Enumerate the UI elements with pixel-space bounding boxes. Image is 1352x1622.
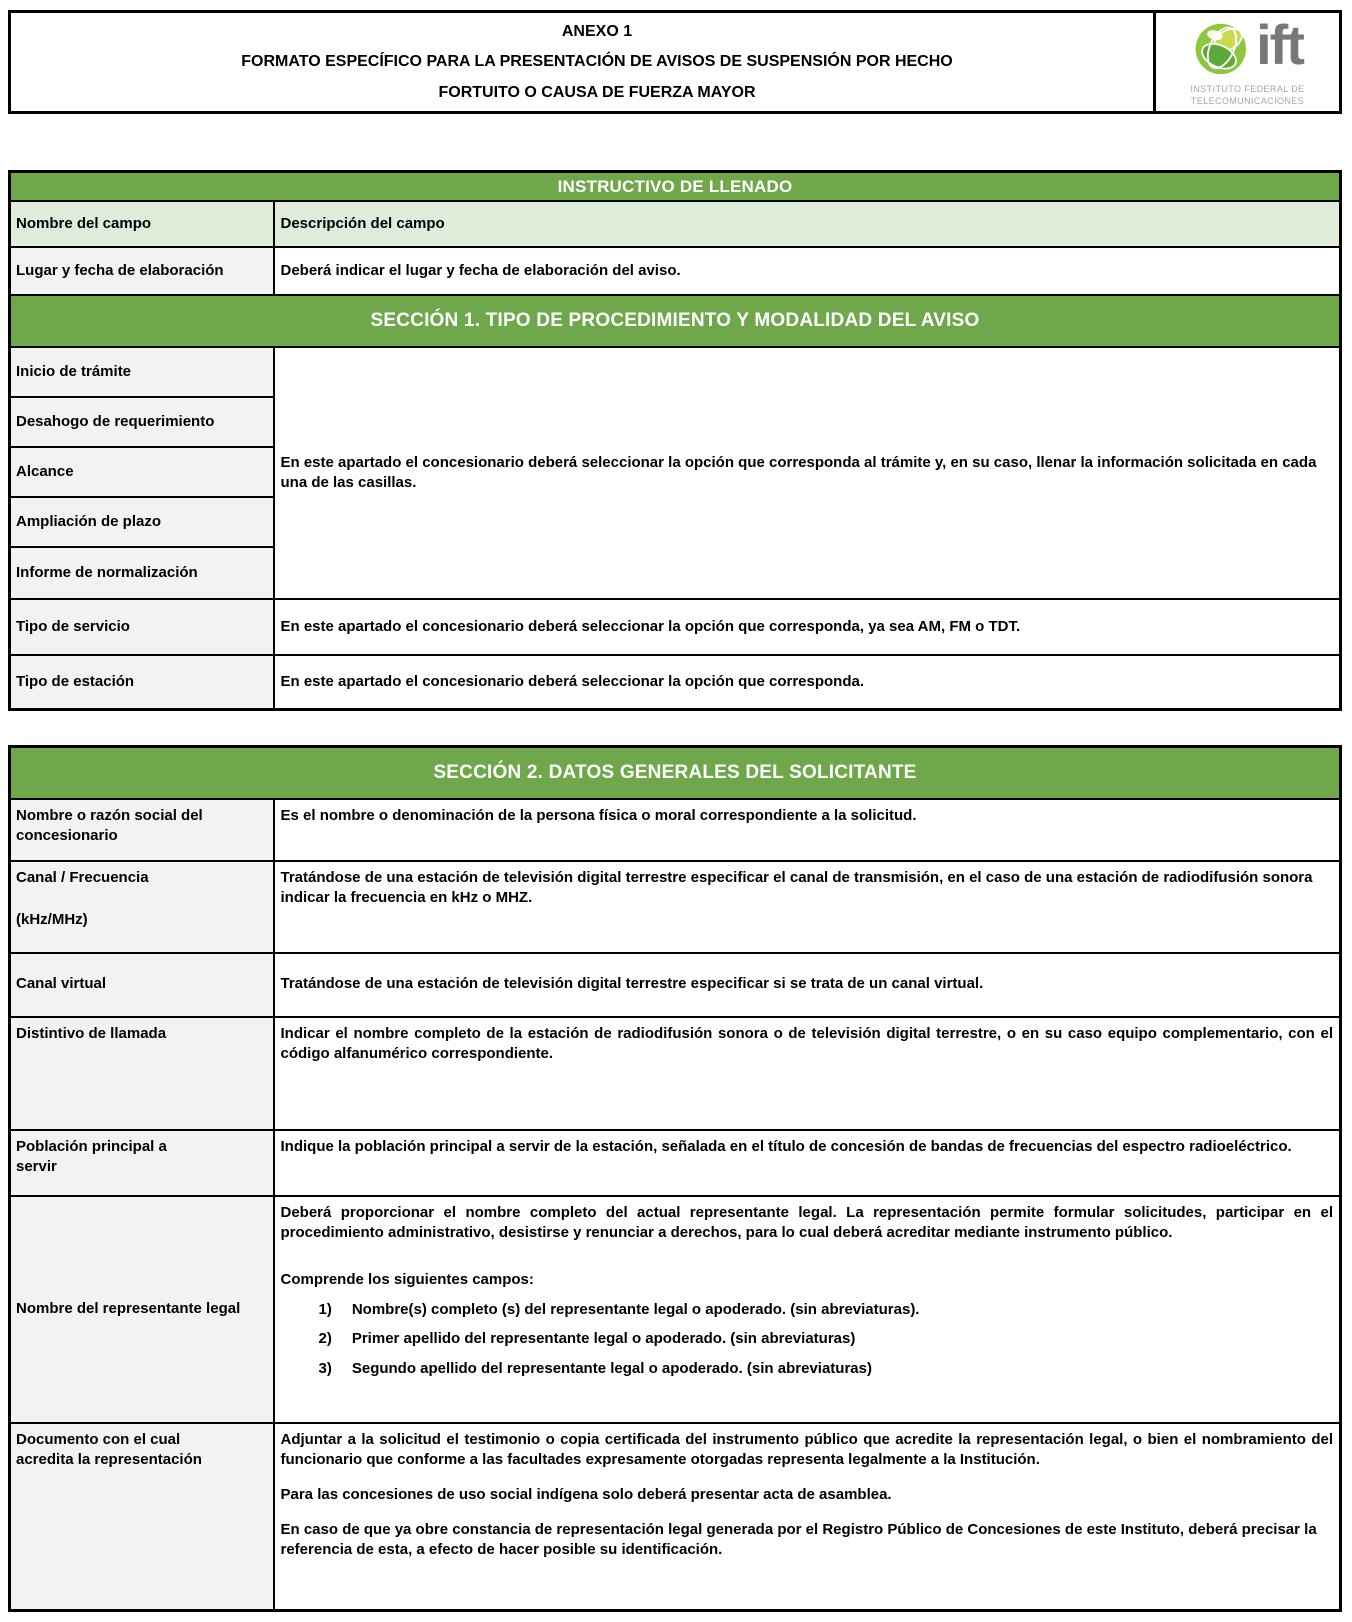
column-header-nombre: Nombre del campo: [10, 201, 274, 247]
item-text: Nombre(s) completo (s) del representante legal o apoderado. (sin abreviaturas).: [351, 1300, 920, 1318]
item-number: 1): [318, 1300, 332, 1318]
canal-frecuencia-line2: (kHz/MHz): [16, 911, 88, 929]
table1-title: INSTRUCTIVO DE LLENADO: [10, 172, 1341, 202]
field-label-nombre-razon: Nombre o razón social del concesionario: [10, 799, 274, 861]
seccion2-table: [8, 745, 1342, 1612]
canal-frecuencia-line1: Canal / Frecuencia: [16, 868, 149, 886]
documento-p2: Para las concesiones de uso social indígena solo deberá presentar acta de asamblea.: [280, 1485, 892, 1503]
representante-p2: Comprende los siguientes campos:: [280, 1270, 534, 1288]
header-line-formato: FORMATO ESPECÍFICO PARA LA PRESENTACIÓN DE AVISOS DE SUSPENSIÓN POR HECHO: [241, 53, 953, 71]
item-text: Primer apellido del representante legal o apoderado. (sin abreviaturas): [351, 1330, 856, 1348]
field-desc-poblacion: Indique la población principal a servir de la estación, señalada en el título de concesión de bandas de frecuencias del espectro radioeléctrico.: [274, 1130, 1341, 1196]
field-desc-tipo-estacion: En este apartado el concesionario deberá seleccionar la opción que corresponda.: [274, 655, 1341, 709]
field-label-representante: Nombre del representante legal: [10, 1196, 274, 1423]
poblacion-line2: servir: [16, 1158, 57, 1176]
field-desc-nombre-razon: Es el nombre o denominación de la persona física o moral correspondiente a la solicitud.: [274, 799, 1341, 861]
ift-logo-row: [1192, 12, 1303, 79]
field-label-canal-virtual: Canal virtual: [10, 953, 274, 1017]
field-label-lugar-fecha: Lugar y fecha de elaboración: [10, 247, 274, 295]
documento-p3: En caso de que ya obre constancia de representación legal generada por el Registro Público de Concesiones de este Instituto, deberá precisar la referencia de esta, a efecto de hacer posible su identificación.: [280, 1520, 1317, 1559]
field-label-tipo-estacion: Tipo de estación: [10, 655, 274, 709]
field-desc-lugar-fecha: Deberá indicar el lugar y fecha de elaboración del aviso.: [274, 247, 1341, 295]
header-line-anexo: ANEXO 1: [561, 22, 633, 40]
header-title-block: [11, 13, 1153, 111]
section1-merged-description: En este apartado el concesionario deberá seleccionar la opción que corresponda al trámite y, en su caso, llenar la información solicitada en cada una de las casillas.: [274, 347, 1341, 599]
field-label-documento: [10, 1423, 274, 1611]
field-desc-documento: [274, 1423, 1341, 1611]
field-label-informe: Informe de normalización: [10, 547, 274, 599]
representante-item-2: [319, 1329, 1334, 1350]
item-text: Segundo apellido del representante legal o apoderado. (sin abreviaturas): [351, 1359, 872, 1377]
field-label-poblacion: [10, 1130, 274, 1196]
column-header-descripcion: Descripción del campo: [274, 201, 1341, 247]
ift-logo-caption: [1190, 84, 1304, 107]
document-header: [8, 10, 1342, 114]
ift-caption-line1: INSTITUTO FEDERAL DE: [1190, 83, 1305, 94]
ift-logo-text: ift: [1256, 12, 1303, 76]
documento-p1: Adjuntar a la solicitud el testimonio o copia certificada del instrumento público que acredite la representación legal, o bien el nombramiento del funcionario que conforme a las facultades expresamente otorgadas representa legalmente a la Institución.: [280, 1430, 1333, 1469]
field-label-inicio-tramite: Inicio de trámite: [10, 347, 274, 397]
field-label-tipo-servicio: Tipo de servicio: [10, 599, 274, 655]
ift-caption-line2: TELECOMUNICACIONES: [1190, 95, 1305, 106]
field-desc-canal-virtual: Tratándose de una estación de televisión digital terrestre especificar si se trata de un canal virtual.: [274, 953, 1341, 1017]
item-number: 2): [318, 1330, 332, 1348]
section2-title: SECCIÓN 2. DATOS GENERALES DEL SOLICITANTE: [10, 747, 1341, 799]
field-label-desahogo: Desahogo de requerimiento: [10, 397, 274, 447]
field-label-ampliacion: Ampliación de plazo: [10, 497, 274, 547]
field-desc-tipo-servicio: En este apartado el concesionario deberá seleccionar la opción que corresponda, ya sea AM, FM o TDT.: [274, 599, 1341, 655]
field-label-alcance: Alcance: [10, 447, 274, 497]
documento-line1: Documento con el cual: [16, 1430, 181, 1448]
field-desc-distintivo: Indicar el nombre completo de la estación de radiodifusión sonora o de televisión digital terrestre, o en su caso equipo complementario, con el código alfanumérico correspondiente.: [274, 1017, 1341, 1130]
field-label-distintivo: Distintivo de llamada: [10, 1017, 274, 1130]
poblacion-line1: Población principal a: [16, 1137, 167, 1155]
ift-logo-icon: [1192, 19, 1252, 79]
field-desc-canal-frecuencia: Tratándose de una estación de televisión digital terrestre especificar el canal de transmisión, en el caso de una estación de radiodifusión sonora indicar la frecuencia en kHz o MHZ.: [274, 861, 1341, 953]
representante-item-1: [319, 1300, 1334, 1321]
representante-item-3: [319, 1359, 1334, 1380]
documento-line2: acredita la representación: [16, 1451, 202, 1469]
section1-title: SECCIÓN 1. TIPO DE PROCEDIMIENTO Y MODALIDAD DEL AVISO: [10, 295, 1341, 347]
header-line-fortuito: FORTUITO O CAUSA DE FUERZA MAYOR: [438, 83, 756, 101]
field-label-canal-frecuencia: [10, 861, 274, 953]
field-desc-representante: [274, 1196, 1341, 1423]
item-number: 3): [318, 1359, 332, 1377]
ift-logo: [1153, 13, 1339, 111]
representante-p1: Deberá proporcionar el nombre completo del actual representante legal. La representación permite formular solicitudes, participar en el procedimiento administrativo, desistirse y renunciar a derechos, para lo cual deberá acreditar mediante instrumento público.: [280, 1203, 1333, 1242]
instructivo-table: [8, 170, 1342, 711]
